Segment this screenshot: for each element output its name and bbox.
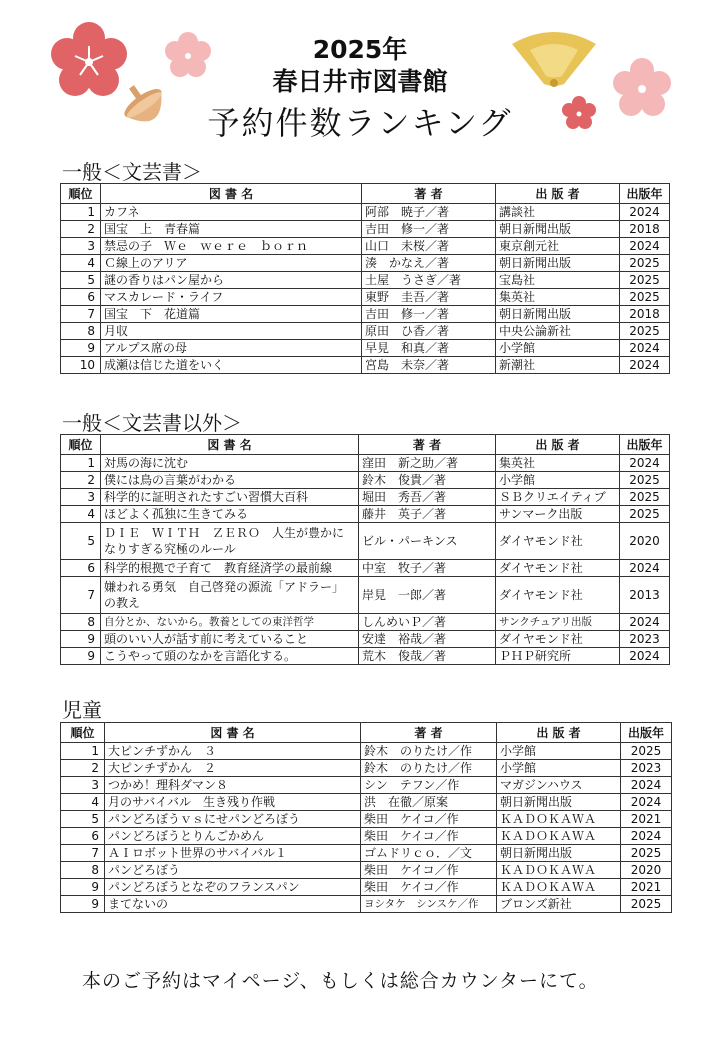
table-row — [61, 238, 670, 255]
table-row — [61, 506, 670, 523]
year-cell: 2020 — [621, 862, 672, 879]
title-cell: つかめ！理科ダマン８ — [105, 777, 361, 794]
author-cell: 窪田 新之助／著 — [359, 455, 496, 472]
table-row — [61, 845, 672, 862]
rank-cell: 3 — [61, 238, 101, 255]
table-row — [61, 272, 670, 289]
rank-cell: 9 — [61, 631, 101, 648]
ranking-table-literature — [60, 183, 670, 374]
author-cell: 鈴木 俊貴／著 — [359, 472, 496, 489]
publisher-cell: 小学館 — [496, 472, 620, 489]
table-row — [61, 811, 672, 828]
year-cell: 2024 — [620, 204, 670, 221]
publisher-cell: ＫＡＤＯＫＡＷＡ — [497, 862, 621, 879]
table-row — [61, 648, 670, 665]
table-row — [61, 289, 670, 306]
table-row — [61, 760, 672, 777]
publisher-cell: ＫＡＤＯＫＡＷＡ — [497, 828, 621, 845]
table-row — [61, 743, 672, 760]
year-cell: 2025 — [620, 323, 670, 340]
publisher-cell: 朝日新聞出版 — [496, 255, 620, 272]
author-cell: シン テフン／作 — [361, 777, 497, 794]
rank-cell: 3 — [61, 489, 101, 506]
rank-cell: 6 — [61, 560, 101, 577]
title-cell: ＤＩＥ ＷＩＴＨ ＺＥＲＯ 人生が豊かになりすぎる究極のルール — [101, 523, 359, 560]
ranking-table-non-literature — [60, 434, 670, 665]
publisher-cell: ダイヤモンド社 — [496, 523, 620, 560]
title-cell: 科学的根拠で子育て 教育経済学の最前線 — [101, 560, 359, 577]
rank-cell: 8 — [61, 614, 101, 631]
year-cell: 2025 — [620, 272, 670, 289]
title-cell: パンどろぼうとなぞのフランスパン — [105, 879, 361, 896]
title-cell: 謎の香りはパン屋から — [101, 272, 362, 289]
column-header-year: 出版年 — [620, 184, 670, 204]
year-cell: 2024 — [621, 794, 672, 811]
title-cell: アルプス席の母 — [101, 340, 362, 357]
column-header-year: 出版年 — [620, 435, 670, 455]
author-cell: 荒木 俊哉／著 — [359, 648, 496, 665]
author-cell: ヨシタケ シンスケ／作 — [361, 896, 497, 913]
rank-cell: 9 — [61, 340, 101, 357]
table-row — [61, 523, 670, 560]
author-cell: 阿部 暁子／著 — [362, 204, 496, 221]
author-cell: 柴田 ケイコ／作 — [361, 879, 497, 896]
title-cell: 頭のいい人が話す前に考えていること — [101, 631, 359, 648]
publisher-cell: マガジンハウス — [497, 777, 621, 794]
publisher-cell: 集英社 — [496, 289, 620, 306]
section-title-non-literature: 一般＜文芸書以外＞ — [62, 411, 242, 435]
publisher-cell: 小学館 — [497, 743, 621, 760]
publisher-cell: 中央公論新社 — [496, 323, 620, 340]
rank-cell: 6 — [61, 828, 105, 845]
title-cell: 大ピンチずかん ２ — [105, 760, 361, 777]
author-cell: 柴田 ケイコ／作 — [361, 828, 497, 845]
column-header-rank: 順位 — [61, 184, 101, 204]
year-cell: 2018 — [620, 221, 670, 238]
table-row — [61, 577, 670, 614]
table-row — [61, 879, 672, 896]
year-cell: 2020 — [620, 523, 670, 560]
table-row — [61, 862, 672, 879]
author-cell: 中室 牧子／著 — [359, 560, 496, 577]
title-cell: パンどろぼうとりんごかめん — [105, 828, 361, 845]
column-header-publisher: 出 版 者 — [497, 723, 621, 743]
publisher-cell: ＳＢクリエイティブ — [496, 489, 620, 506]
publisher-cell: ＫＡＤＯＫＡＷＡ — [497, 811, 621, 828]
author-cell: 堀田 秀吾／著 — [359, 489, 496, 506]
rank-cell: 5 — [61, 811, 105, 828]
rank-cell: 8 — [61, 862, 105, 879]
year-cell: 2025 — [621, 896, 672, 913]
year-cell: 2025 — [620, 506, 670, 523]
title-cell: 僕には鳥の言葉がわかる — [101, 472, 359, 489]
column-header-publisher: 出 版 者 — [496, 435, 620, 455]
author-cell: 柴田 ケイコ／作 — [361, 862, 497, 879]
author-cell: ビル・パーキンス — [359, 523, 496, 560]
publisher-cell: 宝島社 — [496, 272, 620, 289]
publisher-cell: 小学館 — [496, 340, 620, 357]
column-header-title: 図 書 名 — [105, 723, 361, 743]
author-cell: 原田 ひ香／著 — [362, 323, 496, 340]
year-cell: 2021 — [621, 879, 672, 896]
page-title: 予約件数ランキング — [207, 104, 513, 142]
rank-cell: 2 — [61, 221, 101, 238]
table-row — [61, 896, 672, 913]
author-cell: 吉田 修一／著 — [362, 306, 496, 323]
publisher-cell: ダイヤモンド社 — [496, 577, 620, 614]
table-row — [61, 614, 670, 631]
author-cell: 藤井 英子／著 — [359, 506, 496, 523]
year-cell: 2024 — [620, 648, 670, 665]
table-row — [61, 794, 672, 811]
author-cell: 安達 裕哉／著 — [359, 631, 496, 648]
title-cell: まてないの — [105, 896, 361, 913]
column-header-title: 図 書 名 — [101, 435, 359, 455]
title-cell: 自分とか、ないから。教養としての東洋哲学 — [101, 614, 359, 631]
title-cell: 成瀬は信じた道をいく — [101, 357, 362, 374]
rank-cell: 4 — [61, 255, 101, 272]
author-cell: 東野 圭吾／著 — [362, 289, 496, 306]
year-cell: 2024 — [621, 777, 672, 794]
year-cell: 2024 — [620, 357, 670, 374]
rank-cell: 2 — [61, 472, 101, 489]
table-row — [61, 323, 670, 340]
year-cell: 2025 — [621, 845, 672, 862]
table-row — [61, 357, 670, 374]
title-cell: パンどろぼうｖｓにせパンどろぼう — [105, 811, 361, 828]
column-header-rank: 順位 — [61, 723, 105, 743]
column-header-author: 著 者 — [359, 435, 496, 455]
publisher-cell: 小学館 — [497, 760, 621, 777]
rank-cell: 2 — [61, 760, 105, 777]
table-row — [61, 455, 670, 472]
rank-cell: 4 — [61, 506, 101, 523]
rank-cell: 3 — [61, 777, 105, 794]
year-cell: 2024 — [620, 340, 670, 357]
header-year: 2025年 — [312, 35, 408, 64]
rank-cell: 7 — [61, 845, 105, 862]
rank-cell: 1 — [61, 204, 101, 221]
rank-cell: 9 — [61, 896, 105, 913]
rank-cell: 10 — [61, 357, 101, 374]
rank-cell: 1 — [61, 743, 105, 760]
author-cell: 宮島 未奈／著 — [362, 357, 496, 374]
publisher-cell: ブロンズ新社 — [497, 896, 621, 913]
author-cell: 土屋 うさぎ／著 — [362, 272, 496, 289]
year-cell: 2025 — [621, 743, 672, 760]
rank-cell: 8 — [61, 323, 101, 340]
year-cell: 2024 — [621, 828, 672, 845]
rank-cell: 7 — [61, 577, 101, 614]
author-cell: しんめいＰ／著 — [359, 614, 496, 631]
table-row — [61, 828, 672, 845]
title-cell: カフネ — [101, 204, 362, 221]
rank-cell: 1 — [61, 455, 101, 472]
year-cell: 2023 — [620, 631, 670, 648]
ranking-table-children — [60, 722, 672, 913]
year-cell: 2024 — [620, 455, 670, 472]
column-header-author: 著 者 — [361, 723, 497, 743]
table-row — [61, 306, 670, 323]
reservation-note: 本のご予約はマイページ、もしくは総合カウンターにて。 — [82, 970, 599, 992]
author-cell: 岸見 一郎／著 — [359, 577, 496, 614]
column-header-rank: 順位 — [61, 435, 101, 455]
title-cell: 嫌われる勇気 自己啓発の源流「アドラー」の教え — [101, 577, 359, 614]
publisher-cell: 新潮社 — [496, 357, 620, 374]
author-cell: 早見 和真／著 — [362, 340, 496, 357]
year-cell: 2024 — [620, 560, 670, 577]
publisher-cell: 朝日新聞出版 — [496, 306, 620, 323]
table-row — [61, 631, 670, 648]
year-cell: 2023 — [621, 760, 672, 777]
title-cell: 国宝 上 青春篇 — [101, 221, 362, 238]
year-cell: 2018 — [620, 306, 670, 323]
author-cell: 湊 かなえ／著 — [362, 255, 496, 272]
table-row — [61, 489, 670, 506]
publisher-cell: 講談社 — [496, 204, 620, 221]
publisher-cell: ダイヤモンド社 — [496, 631, 620, 648]
table-row — [61, 255, 670, 272]
year-cell: 2025 — [620, 489, 670, 506]
column-header-year: 出版年 — [621, 723, 672, 743]
publisher-cell: 朝日新聞出版 — [496, 221, 620, 238]
table-row — [61, 204, 670, 221]
author-cell: 山口 未桜／著 — [362, 238, 496, 255]
author-cell: 吉田 修一／著 — [362, 221, 496, 238]
table-row — [61, 777, 672, 794]
title-cell: 月収 — [101, 323, 362, 340]
title-cell: 禁忌の子 Ｗｅ ｗｅｒｅ ｂｏｒｎ — [101, 238, 362, 255]
table-row — [61, 472, 670, 489]
title-cell: Ｃ線上のアリア — [101, 255, 362, 272]
rank-cell: 5 — [61, 272, 101, 289]
title-cell: 科学的に証明されたすごい習慣大百科 — [101, 489, 359, 506]
rank-cell: 9 — [61, 879, 105, 896]
author-cell: 鈴木 のりたけ／作 — [361, 760, 497, 777]
publisher-cell: 東京創元社 — [496, 238, 620, 255]
section-title-literature: 一般＜文芸書＞ — [62, 160, 202, 184]
title-cell: 大ピンチずかん ３ — [105, 743, 361, 760]
rank-cell: 5 — [61, 523, 101, 560]
title-cell: パンどろぼう — [105, 862, 361, 879]
publisher-cell: ダイヤモンド社 — [496, 560, 620, 577]
title-cell: 対馬の海に沈む — [101, 455, 359, 472]
section-title-children: 児童 — [62, 698, 102, 722]
publisher-cell: ＰＨＰ研究所 — [496, 648, 620, 665]
column-header-publisher: 出 版 者 — [496, 184, 620, 204]
rank-cell: 7 — [61, 306, 101, 323]
publisher-cell: 朝日新聞出版 — [497, 794, 621, 811]
publisher-cell: サンマーク出版 — [496, 506, 620, 523]
rank-cell: 9 — [61, 648, 101, 665]
rank-cell: 4 — [61, 794, 105, 811]
publisher-cell: 集英社 — [496, 455, 620, 472]
publisher-cell: 朝日新聞出版 — [497, 845, 621, 862]
table-row — [61, 221, 670, 238]
rank-cell: 6 — [61, 289, 101, 306]
column-header-title: 図 書 名 — [101, 184, 362, 204]
year-cell: 2025 — [620, 472, 670, 489]
title-cell: 月のサバイバル 生き残り作戦 — [105, 794, 361, 811]
author-cell: 洪 在徹／原案 — [361, 794, 497, 811]
column-header-author: 著 者 — [362, 184, 496, 204]
year-cell: 2024 — [620, 614, 670, 631]
year-cell: 2025 — [620, 289, 670, 306]
table-row — [61, 560, 670, 577]
header-library: 春日井市図書館 — [272, 67, 448, 96]
publisher-cell: ＫＡＤＯＫＡＷＡ — [497, 879, 621, 896]
title-cell: こうやって頭のなかを言語化する。 — [101, 648, 359, 665]
year-cell: 2024 — [620, 238, 670, 255]
title-cell: マスカレード・ライフ — [101, 289, 362, 306]
year-cell: 2025 — [620, 255, 670, 272]
title-cell: ほどよく孤独に生きてみる — [101, 506, 359, 523]
title-cell: 国宝 下 花道篇 — [101, 306, 362, 323]
year-cell: 2013 — [620, 577, 670, 614]
title-cell: ＡＩロボット世界のサバイバル１ — [105, 845, 361, 862]
table-row — [61, 340, 670, 357]
publisher-cell: サンクチュアリ出版 — [496, 614, 620, 631]
author-cell: 柴田 ケイコ／作 — [361, 811, 497, 828]
author-cell: 鈴木 のりたけ／作 — [361, 743, 497, 760]
author-cell: ゴムドリｃｏ．／文 — [361, 845, 497, 862]
year-cell: 2021 — [621, 811, 672, 828]
